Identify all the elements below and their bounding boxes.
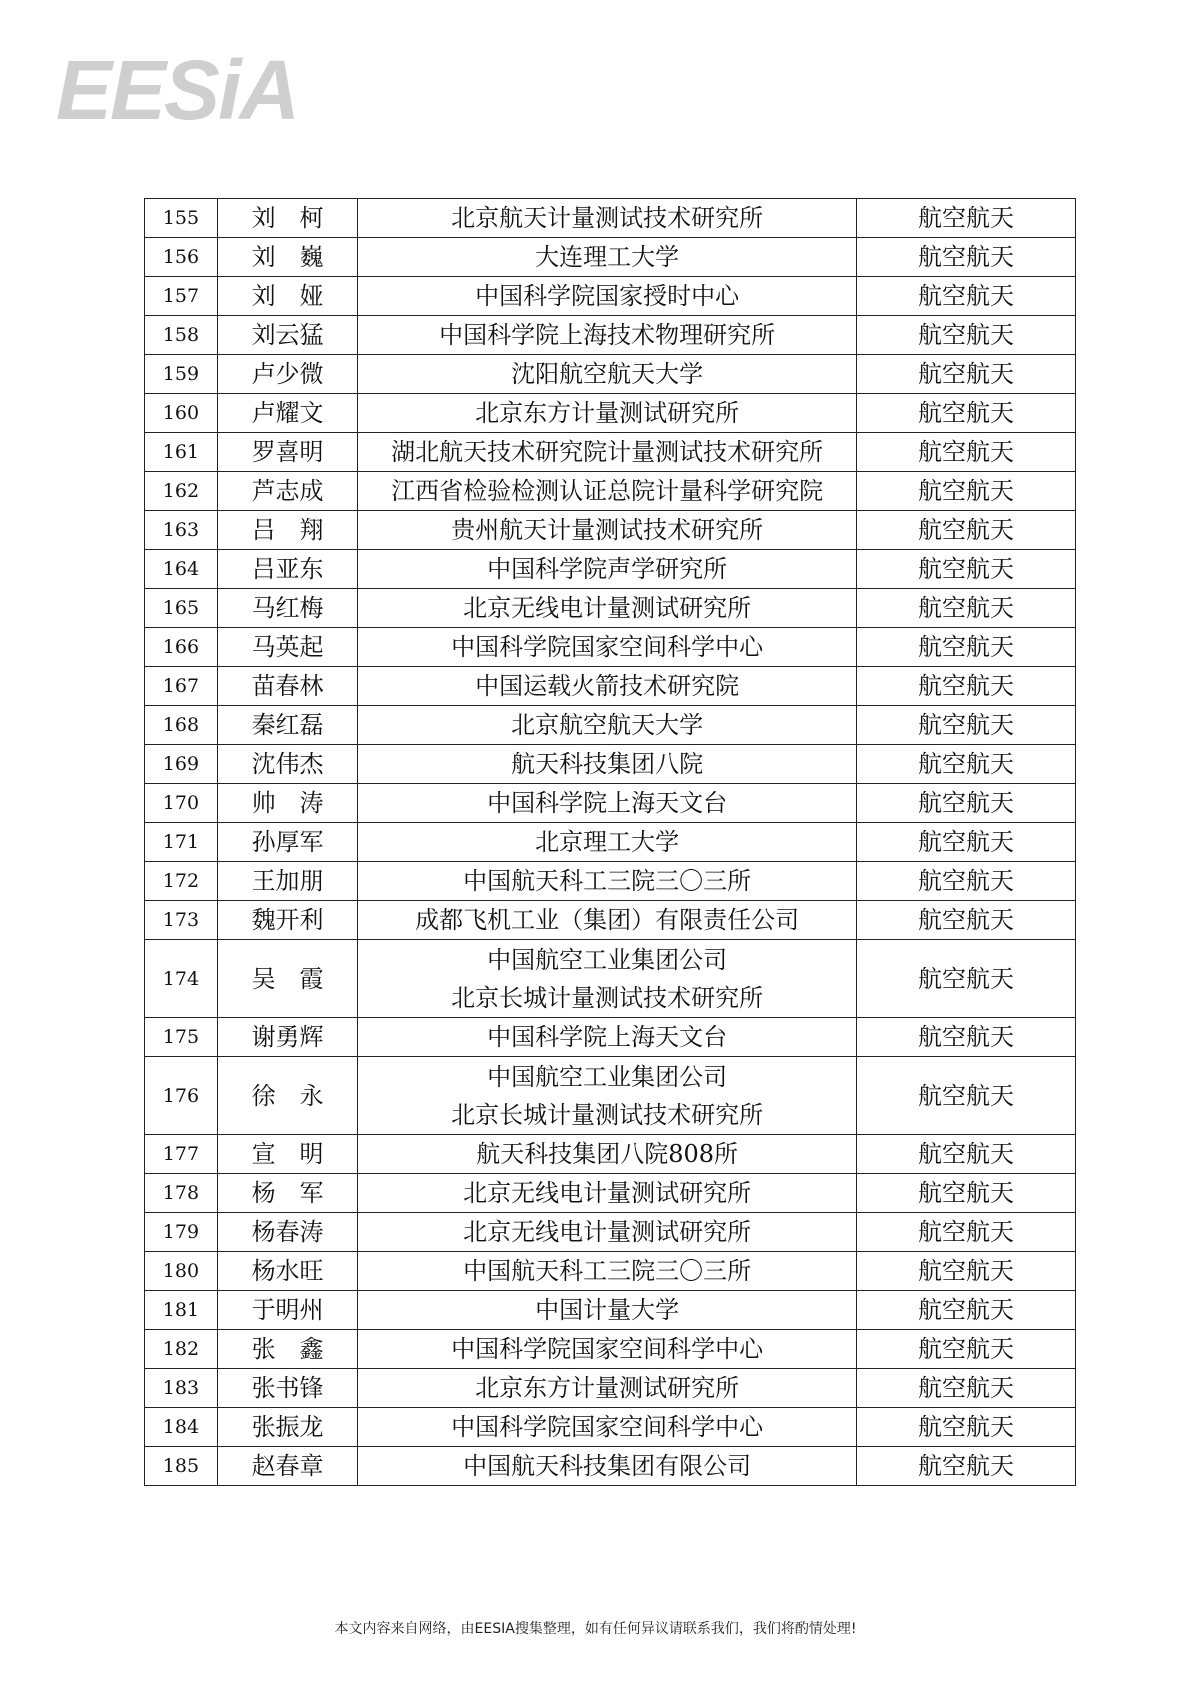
- person-name: 罗喜明: [217, 433, 358, 472]
- eesia-logo: EESiA: [56, 43, 299, 137]
- organization-line: 北京无线电计量测试研究所: [463, 1179, 752, 1207]
- person-name: 卢少微: [217, 355, 358, 394]
- person-name: 杨春涛: [217, 1213, 358, 1252]
- organization-line: 北京无线电计量测试研究所: [463, 1218, 752, 1246]
- row-number: 183: [145, 1369, 218, 1408]
- organization-line: 沈阳航空航天大学: [511, 360, 704, 388]
- row-number: 184: [145, 1408, 218, 1447]
- organization: [358, 238, 857, 277]
- field-category: 航空航天: [856, 1174, 1075, 1213]
- row-number: 169: [145, 745, 218, 784]
- organization: [358, 1057, 857, 1135]
- row-number: 156: [145, 238, 218, 277]
- field-category: 航空航天: [856, 511, 1075, 550]
- row-number: 177: [145, 1135, 218, 1174]
- table-row: [145, 823, 1076, 862]
- field-category: 航空航天: [856, 199, 1075, 238]
- person-name: 刘 巍: [217, 238, 358, 277]
- field-category: 航空航天: [856, 1252, 1075, 1291]
- organization: [358, 1018, 857, 1057]
- table-row: [145, 667, 1076, 706]
- field-category: 航空航天: [856, 901, 1075, 940]
- row-number: 185: [145, 1447, 218, 1486]
- field-category: 航空航天: [856, 550, 1075, 589]
- table-row: [145, 1330, 1076, 1369]
- row-number: 174: [145, 940, 218, 1018]
- organization-line: 中国航空工业集团公司: [487, 945, 728, 974]
- field-category: 航空航天: [856, 1018, 1075, 1057]
- person-name: 宣 明: [217, 1135, 358, 1174]
- table-row: [145, 355, 1076, 394]
- organization-line: 中国航天科工三院三〇三所: [463, 1257, 752, 1285]
- person-name: 沈伟杰: [217, 745, 358, 784]
- organization: [358, 901, 857, 940]
- organization-line: 北京东方计量测试研究所: [475, 399, 740, 427]
- field-category: 航空航天: [856, 706, 1075, 745]
- row-number: 178: [145, 1174, 218, 1213]
- person-name: 刘云猛: [217, 316, 358, 355]
- row-number: 157: [145, 277, 218, 316]
- field-category: 航空航天: [856, 628, 1075, 667]
- organization-line: 大连理工大学: [535, 243, 680, 271]
- field-category: 航空航天: [856, 394, 1075, 433]
- table-row: [145, 472, 1076, 511]
- organization: [358, 355, 857, 394]
- organization: [358, 628, 857, 667]
- field-category: 航空航天: [856, 1369, 1075, 1408]
- table-row: [145, 1135, 1076, 1174]
- table-row: [145, 706, 1076, 745]
- organization-line: 江西省检验检测认证总院计量科学研究院: [391, 477, 824, 505]
- table-row: [145, 862, 1076, 901]
- organization: [358, 394, 857, 433]
- row-number: 158: [145, 316, 218, 355]
- person-name: 谢勇辉: [217, 1018, 358, 1057]
- organization-line: 中国航空工业集团公司: [487, 1062, 728, 1091]
- organization-line: 航天科技集团八院: [511, 750, 704, 778]
- organization: [358, 511, 857, 550]
- organization: [358, 199, 857, 238]
- row-number: 167: [145, 667, 218, 706]
- table-row: [145, 901, 1076, 940]
- organization-line: 中国科学院上海天文台: [487, 1023, 728, 1051]
- field-category: 航空航天: [856, 355, 1075, 394]
- row-number: 180: [145, 1252, 218, 1291]
- organization: [358, 433, 857, 472]
- table-row: [145, 1213, 1076, 1252]
- organization-line: 中国科学院国家空间科学中心: [451, 633, 764, 661]
- field-category: 航空航天: [856, 238, 1075, 277]
- person-name: 张 鑫: [217, 1330, 358, 1369]
- field-category: 航空航天: [856, 745, 1075, 784]
- organization: [358, 784, 857, 823]
- table-row: [145, 511, 1076, 550]
- organization-line: 中国科学院上海技术物理研究所: [439, 321, 776, 349]
- person-name: 吕亚东: [217, 550, 358, 589]
- organization: [358, 277, 857, 316]
- field-category: 航空航天: [856, 1057, 1075, 1135]
- row-number: 179: [145, 1213, 218, 1252]
- organization: [358, 1330, 857, 1369]
- organization: [358, 667, 857, 706]
- person-name: 卢耀文: [217, 394, 358, 433]
- field-category: 航空航天: [856, 1291, 1075, 1330]
- row-number: 163: [145, 511, 218, 550]
- organization: [358, 472, 857, 511]
- person-name: 孙厚军: [217, 823, 358, 862]
- organization-line: 贵州航天计量测试技术研究所: [451, 516, 764, 544]
- organization-line: 中国航天科技集团有限公司: [463, 1452, 752, 1480]
- table-row: [145, 1018, 1076, 1057]
- person-name: 张振龙: [217, 1408, 358, 1447]
- table-row: [145, 394, 1076, 433]
- organization-line: 北京理工大学: [535, 828, 680, 856]
- person-name: 杨水旺: [217, 1252, 358, 1291]
- organization-line: 中国运载火箭技术研究院: [475, 672, 740, 700]
- field-category: 航空航天: [856, 316, 1075, 355]
- organization-line: 中国科学院上海天文台: [487, 789, 728, 817]
- table-row: [145, 940, 1076, 1018]
- person-name: 刘 娅: [217, 277, 358, 316]
- organization-line: 中国科学院国家授时中心: [475, 282, 740, 310]
- field-category: 航空航天: [856, 940, 1075, 1018]
- row-number: 155: [145, 199, 218, 238]
- table-row: [145, 316, 1076, 355]
- organization: [358, 1174, 857, 1213]
- organization: [358, 1213, 857, 1252]
- organization-line: 中国计量大学: [535, 1296, 680, 1324]
- organization-line: 中国科学院国家空间科学中心: [451, 1335, 764, 1363]
- field-category: 航空航天: [856, 1330, 1075, 1369]
- field-category: 航空航天: [856, 1135, 1075, 1174]
- field-category: 航空航天: [856, 1408, 1075, 1447]
- organization-line: 北京长城计量测试技术研究所: [451, 1100, 764, 1129]
- organization-line: 北京航天计量测试技术研究所: [451, 204, 764, 232]
- row-number: 181: [145, 1291, 218, 1330]
- table-row: [145, 1057, 1076, 1135]
- organization-line: 湖北航天技术研究院计量测试技术研究所: [391, 438, 824, 466]
- organization: [358, 745, 857, 784]
- organization: [358, 706, 857, 745]
- person-name: 杨 军: [217, 1174, 358, 1213]
- roster-table-body: [145, 199, 1076, 1486]
- row-number: 165: [145, 589, 218, 628]
- roster-table: [144, 198, 1076, 1486]
- person-name: 吕 翔: [217, 511, 358, 550]
- person-name: 苗春林: [217, 667, 358, 706]
- table-row: [145, 745, 1076, 784]
- field-category: 航空航天: [856, 1213, 1075, 1252]
- person-name: 帅 涛: [217, 784, 358, 823]
- organization-line: 中国航天科工三院三〇三所: [463, 867, 752, 895]
- person-name: 张书锋: [217, 1369, 358, 1408]
- field-category: 航空航天: [856, 433, 1075, 472]
- organization-line: 中国科学院国家空间科学中心: [451, 1413, 764, 1441]
- organization: [358, 316, 857, 355]
- organization: [358, 1291, 857, 1330]
- table-row: [145, 1408, 1076, 1447]
- table-row: [145, 784, 1076, 823]
- organization-line: 北京东方计量测试研究所: [475, 1374, 740, 1402]
- table-row: [145, 1369, 1076, 1408]
- row-number: 164: [145, 550, 218, 589]
- field-category: 航空航天: [856, 277, 1075, 316]
- person-name: 马红梅: [217, 589, 358, 628]
- organization-line: 北京航空航天大学: [511, 711, 704, 739]
- row-number: 176: [145, 1057, 218, 1135]
- row-number: 161: [145, 433, 218, 472]
- organization-line: 北京无线电计量测试研究所: [463, 594, 752, 622]
- row-number: 170: [145, 784, 218, 823]
- row-number: 162: [145, 472, 218, 511]
- person-name: 秦红磊: [217, 706, 358, 745]
- organization: [358, 1408, 857, 1447]
- row-number: 173: [145, 901, 218, 940]
- field-category: 航空航天: [856, 823, 1075, 862]
- organization-line: 北京长城计量测试技术研究所: [451, 983, 764, 1012]
- field-category: 航空航天: [856, 784, 1075, 823]
- person-name: 徐 永: [217, 1057, 358, 1135]
- person-name: 吴 霞: [217, 940, 358, 1018]
- person-name: 魏开利: [217, 901, 358, 940]
- table-row: [145, 1174, 1076, 1213]
- row-number: 171: [145, 823, 218, 862]
- table-row: [145, 199, 1076, 238]
- person-name: 于明州: [217, 1291, 358, 1330]
- organization-line: 中国科学院声学研究所: [487, 555, 728, 583]
- person-name: 刘 柯: [217, 199, 358, 238]
- organization: [358, 1135, 857, 1174]
- table-row: [145, 589, 1076, 628]
- field-category: 航空航天: [856, 472, 1075, 511]
- table-row: [145, 550, 1076, 589]
- row-number: 175: [145, 1018, 218, 1057]
- organization-line: 航天科技集团八院808所: [476, 1140, 739, 1168]
- organization: [358, 823, 857, 862]
- table-row: [145, 1291, 1076, 1330]
- organization: [358, 862, 857, 901]
- organization-line: 成都飞机工业（集团）有限责任公司: [415, 906, 800, 934]
- field-category: 航空航天: [856, 667, 1075, 706]
- row-number: 159: [145, 355, 218, 394]
- field-category: 航空航天: [856, 862, 1075, 901]
- row-number: 172: [145, 862, 218, 901]
- table-row: [145, 238, 1076, 277]
- field-category: 航空航天: [856, 1447, 1075, 1486]
- table-row: [145, 1252, 1076, 1291]
- organization: [358, 1369, 857, 1408]
- organization: [358, 1252, 857, 1291]
- footer-disclaimer: 本文内容来自网络，由EESIA搜集整理，如有任何异议请联系我们，我们将酌情处理!: [334, 1621, 857, 1637]
- table-row: [145, 277, 1076, 316]
- organization: [358, 940, 857, 1018]
- person-name: 芦志成: [217, 472, 358, 511]
- person-name: 赵春章: [217, 1447, 358, 1486]
- table-row: [145, 628, 1076, 667]
- row-number: 182: [145, 1330, 218, 1369]
- table-row: [145, 1447, 1076, 1486]
- table-row: [145, 433, 1076, 472]
- row-number: 168: [145, 706, 218, 745]
- organization: [358, 1447, 857, 1486]
- organization: [358, 550, 857, 589]
- row-number: 160: [145, 394, 218, 433]
- person-name: 王加朋: [217, 862, 358, 901]
- field-category: 航空航天: [856, 589, 1075, 628]
- row-number: 166: [145, 628, 218, 667]
- organization: [358, 589, 857, 628]
- person-name: 马英起: [217, 628, 358, 667]
